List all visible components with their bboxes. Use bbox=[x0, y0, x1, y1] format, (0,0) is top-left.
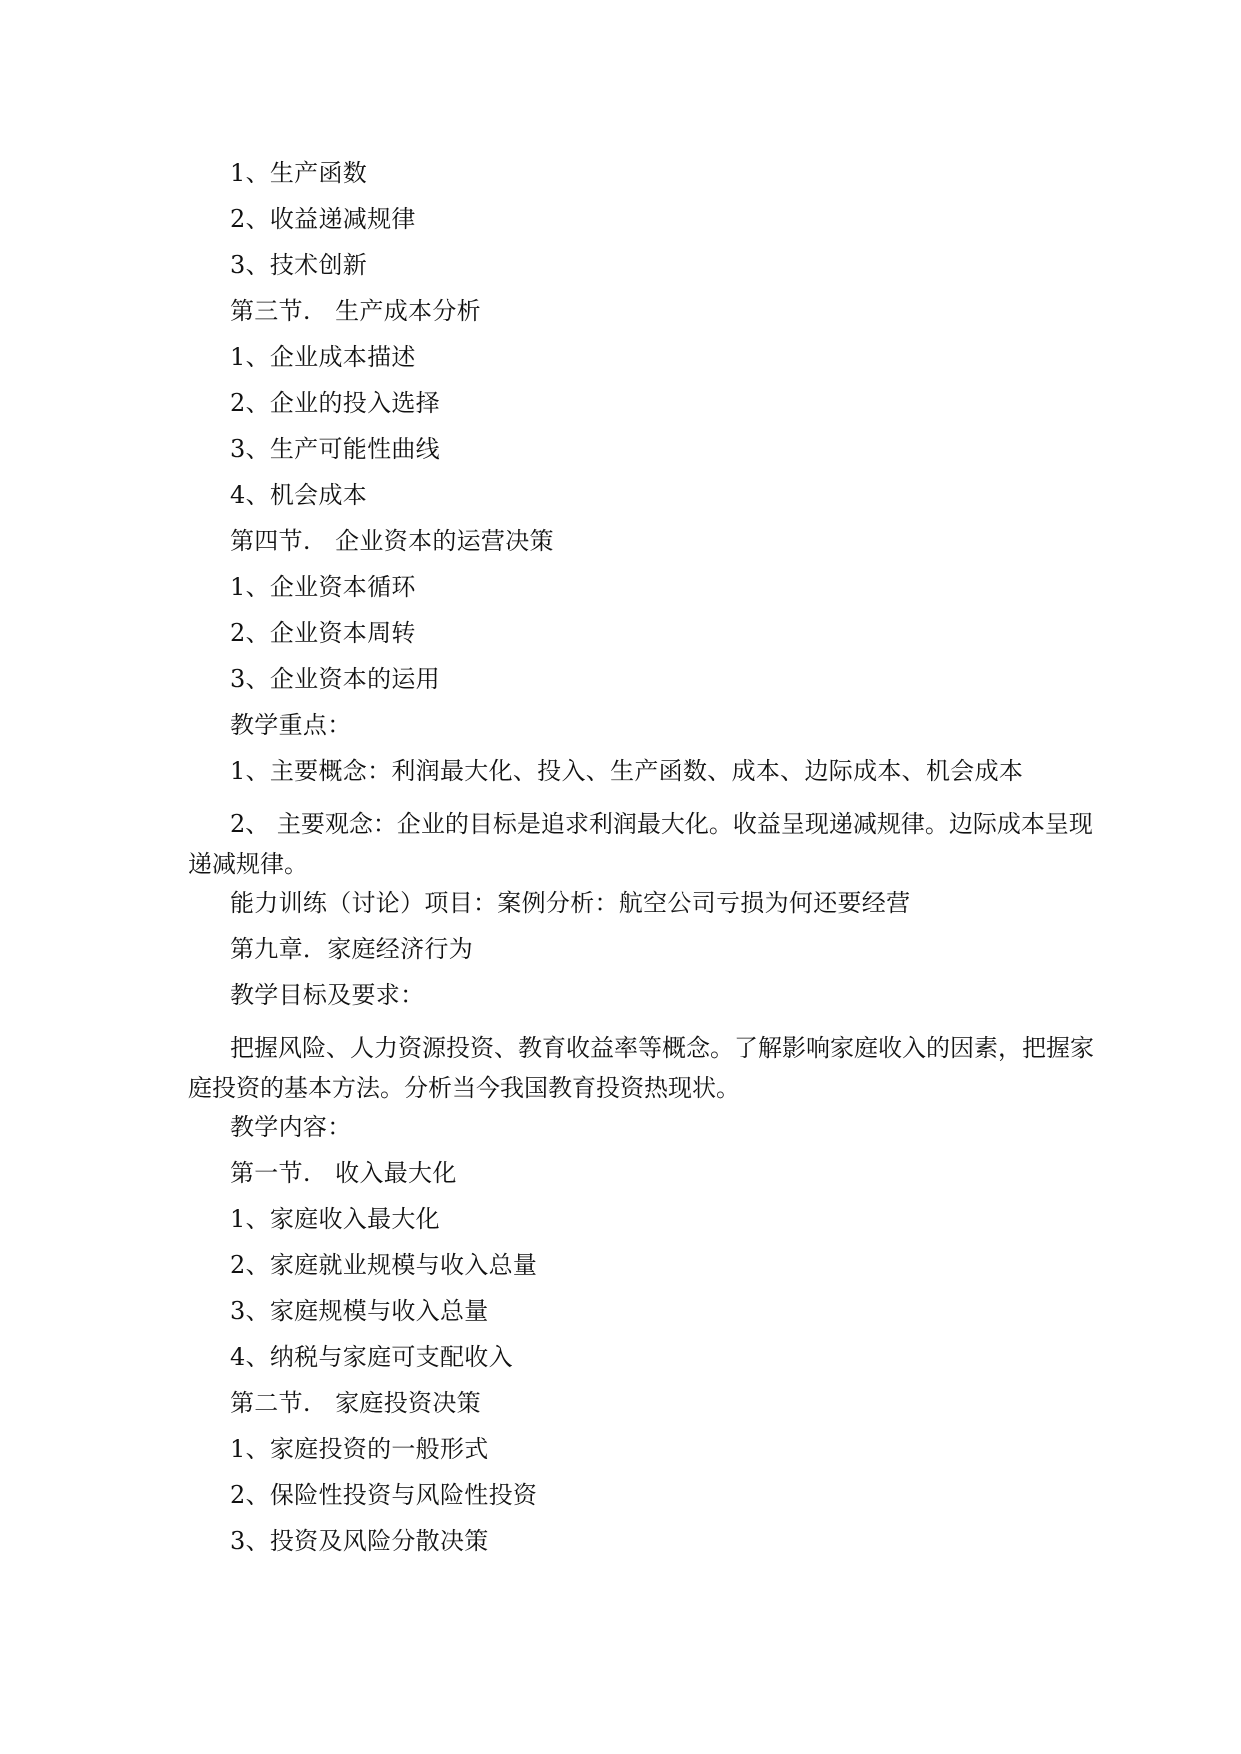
list-item: 4、机会成本 bbox=[230, 481, 368, 509]
subheading: 教学内容： bbox=[230, 1113, 352, 1141]
list-item: 3、投资及风险分散决策 bbox=[230, 1527, 489, 1555]
section-heading: 第二节. 家庭投资决策 bbox=[230, 1389, 481, 1417]
list-item: 2、家庭就业规模与收入总量 bbox=[230, 1251, 538, 1279]
list-item: 1、家庭收入最大化 bbox=[230, 1205, 440, 1233]
section-heading: 第四节. 企业资本的运营决策 bbox=[230, 527, 554, 555]
list-item: 3、技术创新 bbox=[230, 251, 368, 279]
list-item: 能力训练（讨论）项目：案例分析：航空公司亏损为何还要经营 bbox=[230, 889, 911, 917]
list-item: 1、主要概念：利润最大化、投入、生产函数、成本、边际成本、机会成本 bbox=[230, 757, 1024, 785]
list-item: 3、生产可能性曲线 bbox=[230, 435, 440, 463]
list-item: 3、企业资本的运用 bbox=[230, 665, 440, 693]
chapter-heading: 第九章．家庭经济行为 bbox=[230, 935, 473, 963]
list-item: 1、生产函数 bbox=[230, 159, 368, 187]
subheading: 教学重点： bbox=[230, 711, 352, 739]
list-item: 1、企业成本描述 bbox=[230, 343, 416, 371]
list-item: 2、收益递减规律 bbox=[230, 205, 416, 233]
list-item: 2、保险性投资与风险性投资 bbox=[230, 1481, 538, 1509]
list-item: 1、家庭投资的一般形式 bbox=[230, 1435, 489, 1463]
paragraph: 把握风险、人力资源投资、教育收益率等概念。了解影响家庭收入的因素，把握家庭投资的基本方法。分析当今我国教育投资热现状。 bbox=[188, 1034, 1094, 1102]
list-item: 2、企业资本周转 bbox=[230, 619, 416, 647]
paragraph: 2、 主要观念：企业的目标是追求利润最大化。收益呈现递减规律。边际成本呈现递减规律。 bbox=[188, 810, 1093, 878]
section-heading: 第三节. 生产成本分析 bbox=[230, 297, 481, 325]
list-item: 2、企业的投入选择 bbox=[230, 389, 440, 417]
section-heading: 第一节. 收入最大化 bbox=[230, 1159, 457, 1187]
subheading: 教学目标及要求： bbox=[230, 981, 425, 1009]
list-item: 3、家庭规模与收入总量 bbox=[230, 1297, 489, 1325]
document-body bbox=[188, 160, 1108, 1574]
list-item: 4、纳税与家庭可支配收入 bbox=[230, 1343, 513, 1371]
list-item: 1、企业资本循环 bbox=[230, 573, 416, 601]
